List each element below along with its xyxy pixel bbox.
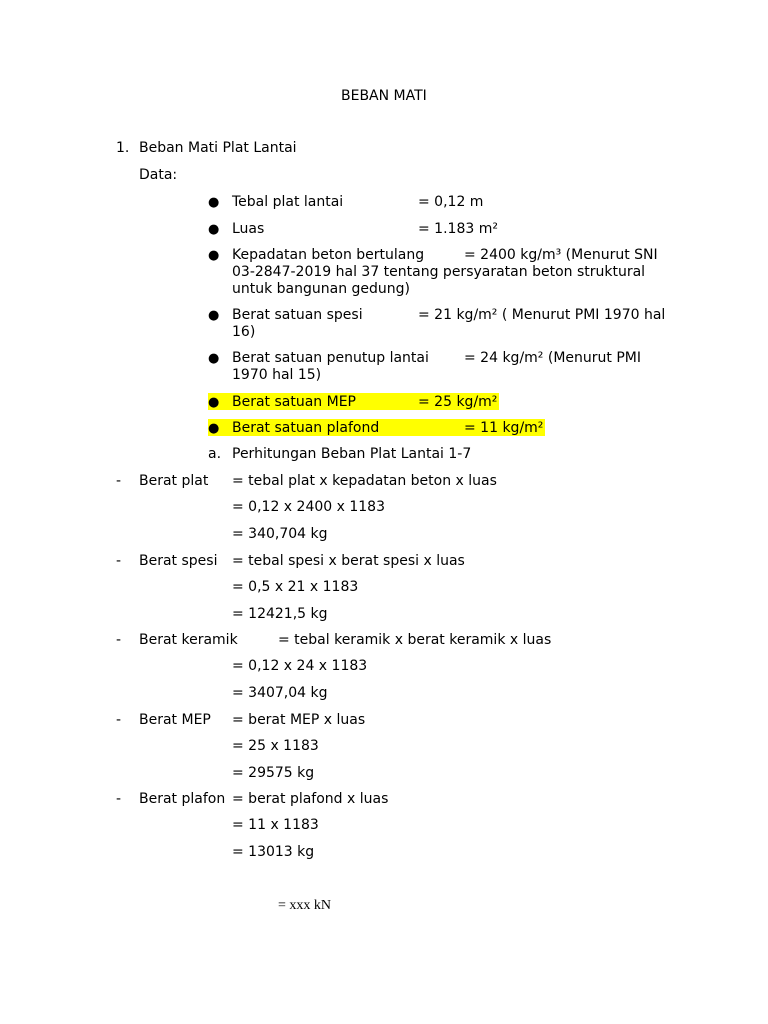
calculation-label: Berat spesi bbox=[139, 553, 218, 569]
calculation-line: = tebal spesi x berat spesi x luas bbox=[232, 553, 465, 569]
calculation-result: = 13013 kg bbox=[232, 844, 315, 860]
data-item-label: Berat satuan MEP bbox=[232, 394, 356, 410]
data-label: Data: bbox=[139, 167, 178, 183]
calculation-line: = 25 x 1183 bbox=[232, 738, 319, 754]
calculation-line: = 0,5 x 21 x 1183 bbox=[232, 579, 359, 595]
data-item-value: = 1.183 m² bbox=[418, 221, 498, 237]
bullet-icon: ● bbox=[208, 421, 220, 436]
bullet-icon: ● bbox=[208, 351, 220, 366]
dash-marker: - bbox=[116, 712, 122, 728]
bullet-icon: ● bbox=[208, 195, 220, 210]
dash-marker: - bbox=[116, 791, 122, 807]
calculation-label: Berat plafon bbox=[139, 791, 226, 807]
data-item-continuation: 03-2847-2019 hal 37 tentang persyaratan beton struktural untuk bangunan gedung) bbox=[232, 264, 646, 297]
subsection-letter: a. bbox=[208, 446, 222, 462]
data-item-continuation: 1970 hal 15) bbox=[232, 367, 322, 383]
data-item-value: = 24 kg/m² (Menurut PMI bbox=[464, 350, 641, 366]
dash-marker: - bbox=[116, 632, 122, 648]
calculation-line: = 11 x 1183 bbox=[232, 817, 319, 833]
data-item-label: Tebal plat lantai bbox=[232, 194, 344, 210]
bullet-icon: ● bbox=[208, 222, 220, 237]
page-title: BEBAN MATI bbox=[341, 88, 427, 104]
data-item-label: Berat satuan spesi bbox=[232, 307, 363, 323]
section-number: 1. bbox=[116, 140, 130, 156]
data-item-label: Berat satuan plafond bbox=[232, 420, 380, 436]
data-item-value: = 11 kg/m² bbox=[464, 420, 544, 436]
data-item-value: = 21 kg/m² ( Menurut PMI 1970 hal bbox=[418, 307, 666, 323]
data-item-value: = 25 kg/m² bbox=[418, 394, 498, 410]
calculation-line: = tebal keramik x berat keramik x luas bbox=[278, 632, 552, 648]
highlighted-data-item bbox=[208, 393, 499, 410]
data-item-continuation: 16) bbox=[232, 324, 256, 340]
calculation-line: = 0,12 x 2400 x 1183 bbox=[232, 499, 385, 515]
calculation-line: = berat plafond x luas bbox=[232, 791, 389, 807]
calculation-line: = 0,12 x 24 x 1183 bbox=[232, 658, 368, 674]
data-item-label: Berat satuan penutup lantai bbox=[232, 350, 429, 366]
calculation-result: = 340,704 kg bbox=[232, 526, 328, 542]
highlighted-data-item bbox=[208, 419, 545, 436]
bullet-icon: ● bbox=[208, 248, 220, 263]
dash-marker: - bbox=[116, 553, 122, 569]
data-item-label: Luas bbox=[232, 221, 265, 237]
calculation-result: = 12421,5 kg bbox=[232, 606, 328, 622]
calculation-line: = berat MEP x luas bbox=[232, 712, 366, 728]
calculation-line: = tebal plat x kepadatan beton x luas bbox=[232, 473, 497, 489]
subsection-heading: Perhitungan Beban Plat Lantai 1-7 bbox=[232, 446, 472, 462]
data-item-value: = 2400 kg/m³ (Menurut SNI bbox=[464, 247, 658, 263]
data-item-label: Kepadatan beton bertulang bbox=[232, 247, 425, 263]
dash-marker: - bbox=[116, 473, 122, 489]
bullet-icon: ● bbox=[208, 308, 220, 323]
data-item-value: = 0,12 m bbox=[418, 194, 484, 210]
section-heading: Beban Mati Plat Lantai bbox=[139, 140, 297, 156]
bullet-icon: ● bbox=[208, 395, 220, 410]
calculation-label: Berat keramik bbox=[139, 632, 238, 648]
calculation-result: = 3407,04 kg bbox=[232, 685, 328, 701]
calculation-label: Berat MEP bbox=[139, 712, 211, 728]
calculation-label: Berat plat bbox=[139, 473, 209, 489]
calculation-result: = 29575 kg bbox=[232, 765, 315, 781]
total-result: = xxx kN bbox=[278, 898, 332, 913]
